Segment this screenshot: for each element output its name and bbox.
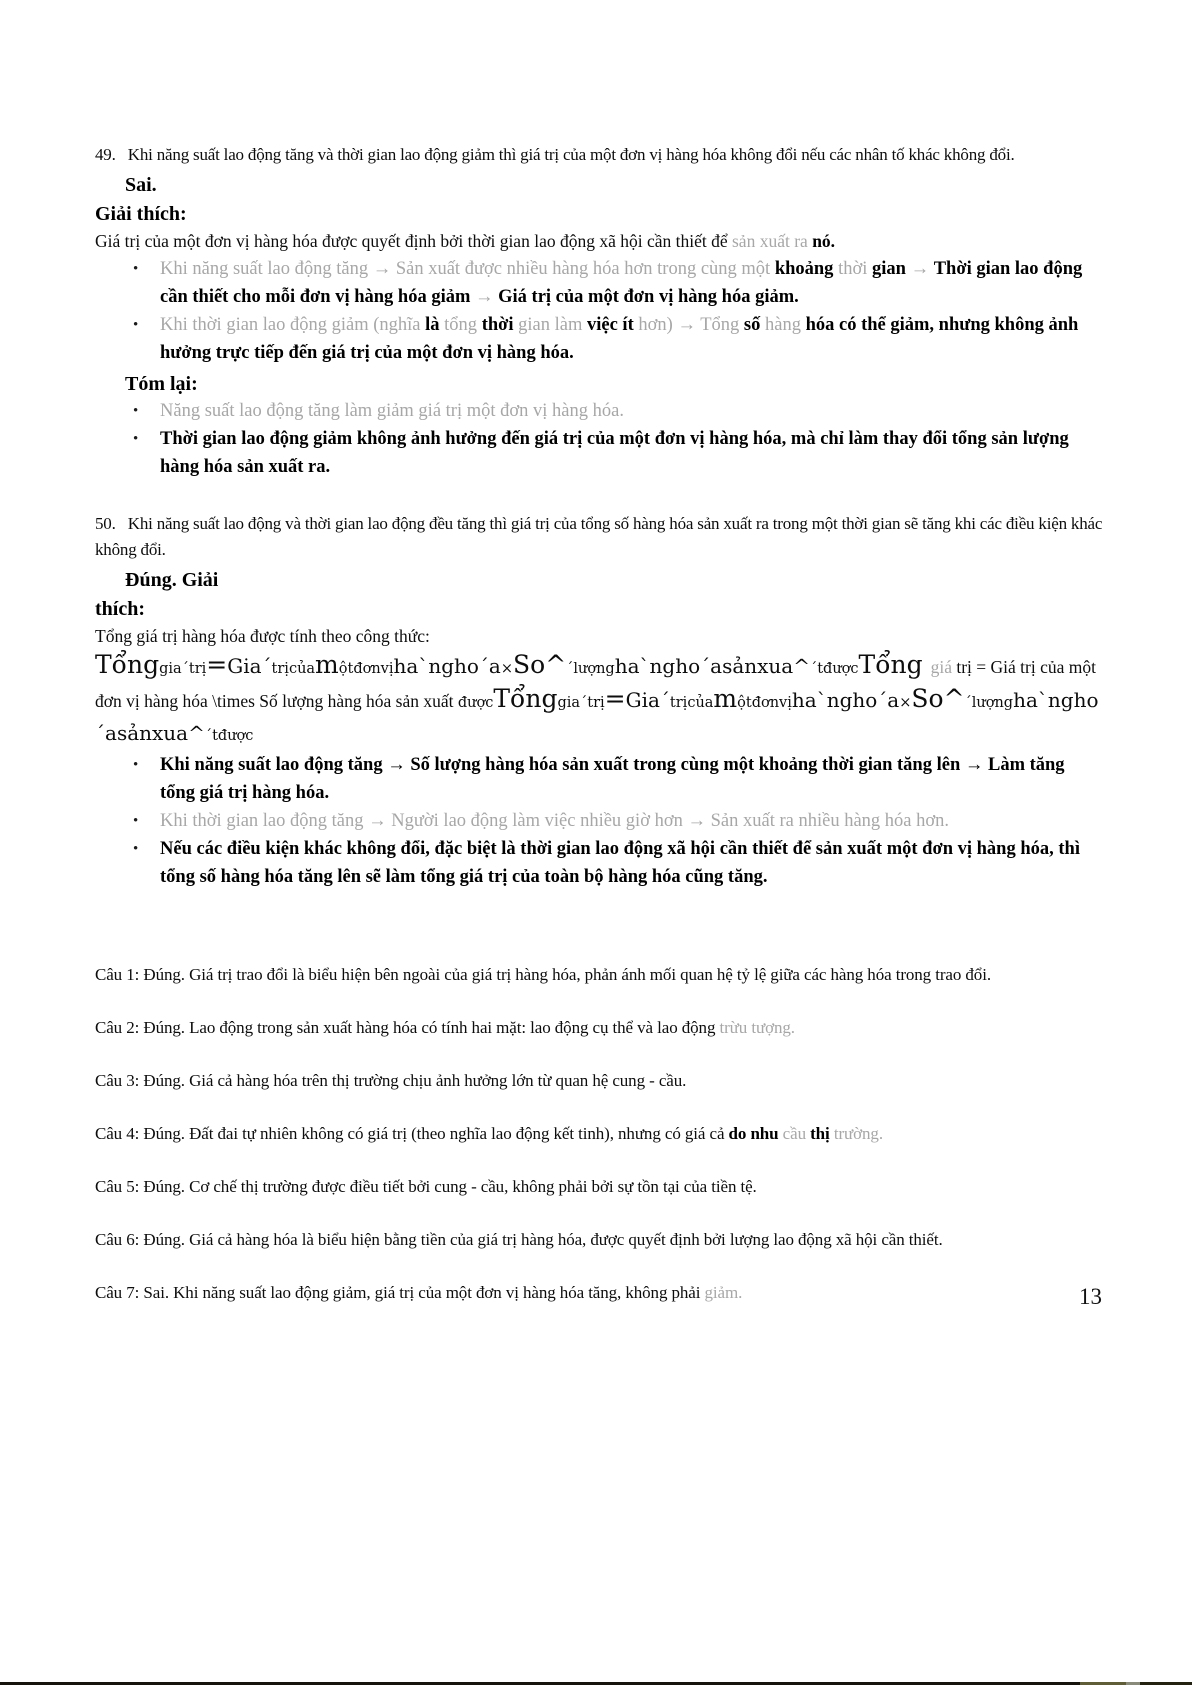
formula-intro	[95, 623, 1103, 650]
text-run: do nhu	[728, 1124, 783, 1143]
text-run: ộtđơnvị	[737, 695, 792, 711]
cau-1	[95, 961, 1103, 988]
formula	[95, 650, 1103, 751]
text-run: trị = Giá trị của một đơn vị hàng hóa \times Số lượng hàng hóa sản xuất	[95, 657, 1096, 711]
text-run: Câu 4: Đúng. Đất đai tự nhiên không có giá trị (theo nghĩa lao động kết tinh), nhưng có giá cả	[95, 1124, 729, 1143]
text-run: gia´trị	[557, 695, 605, 711]
text-run: Giá trị của một đơn vị hàng hóa giảm.	[498, 287, 799, 307]
bullet-49-2	[95, 311, 1103, 367]
text-run: →	[910, 259, 934, 279]
text-run: khoảng	[774, 259, 839, 279]
text-run: m	[713, 684, 738, 713]
bullet-marker-icon: •	[133, 841, 139, 857]
text-run: số	[743, 315, 765, 335]
text-run: ×	[899, 695, 912, 711]
text-run: Giải thích:	[95, 203, 187, 225]
heading-explain-49	[95, 200, 1103, 228]
text-run: ´tđược	[204, 728, 254, 744]
text-run: ha`ngho´a	[95, 688, 1099, 745]
text-run: cầu	[782, 1124, 811, 1143]
text-run: Đúng. Giải	[125, 569, 219, 591]
text-run: Câu 6: Đúng. Giá cả hàng hóa là biểu hiện bằng tiền của giá trị hàng hóa, được quyết định bởi lượng lao động xã hội cần thiết.	[95, 1230, 943, 1249]
text-run: được	[457, 695, 494, 711]
text-run: →	[475, 287, 499, 307]
text-run: 50. Khi năng suất lao động và thời gian lao động đều tăng thì giá trị của tổng số hàng hóa sản xuất ra trong một thời gian sẽ tăng khi các điều kiện khác không đổi.	[95, 514, 1103, 559]
explain-49-intro	[95, 228, 1103, 255]
text-run: trường.	[833, 1124, 883, 1143]
section-gap	[95, 481, 1103, 511]
text-run: Thời gian lao động cần thiết cho mỗi đơn vị hàng hóa giảm	[160, 259, 1083, 307]
bullet-marker-icon: •	[133, 317, 139, 333]
bullet-50-1	[95, 751, 1103, 807]
text-run: m	[315, 650, 339, 679]
text-run: Tổng	[493, 684, 558, 713]
cau-2	[95, 1014, 1103, 1041]
cau-4	[95, 1120, 1103, 1147]
text-run: gian	[872, 259, 911, 279]
text-run: Khi năng suất lao động tăng → Số lượng hàng hóa sản xuất trong cùng một khoảng thời gian tăng lên → Làm tăng tổng giá trị hàng hóa.	[160, 755, 1065, 803]
bullet-text	[160, 255, 1103, 311]
answer-49	[95, 172, 1103, 198]
text-run: là	[425, 315, 445, 335]
text-run: ´tđược	[809, 661, 859, 677]
text-run: Câu 7: Sai. Khi năng suất lao động giảm, giá trị của một đơn vị hàng hóa tăng, không phải	[95, 1283, 705, 1302]
page-number: 13	[1079, 1284, 1102, 1309]
bullet-text	[160, 751, 1103, 807]
text-run: thích:	[95, 598, 145, 620]
text-run: Khi thời gian lao động giảm (nghĩa	[160, 315, 426, 335]
bullet-49-1	[95, 255, 1103, 311]
text-run: Năng suất lao động tăng làm giảm giá trị một đơn vị hàng hóa.	[160, 401, 624, 421]
text-run: ´lượng	[964, 695, 1014, 711]
bullet-summary-1	[95, 397, 1103, 425]
answer-50	[95, 567, 1103, 593]
text-run: hàng	[765, 315, 806, 335]
text-run: Tổng	[95, 650, 160, 679]
cau-3	[95, 1067, 1103, 1094]
text-run: nó.	[812, 231, 836, 251]
text-run: Gia´	[625, 688, 670, 712]
text-run: =	[206, 650, 228, 679]
bullet-marker-icon: •	[133, 813, 139, 829]
text-run: thời	[838, 259, 873, 279]
text-run: việc ít	[587, 315, 639, 335]
bullet-text	[160, 807, 1103, 835]
bullet-text	[160, 397, 1103, 425]
text-run: giá	[930, 657, 957, 677]
text-run: trừu tượng.	[719, 1018, 795, 1037]
cau-6	[95, 1226, 1103, 1253]
text-run: Khi thời gian lao động tăng → Người lao động làm việc nhiều giờ hơn → Sản xuất ra nhiều hàng hóa hơn.	[160, 811, 950, 831]
text-run: trịcủa	[271, 661, 316, 677]
bullet-text	[160, 835, 1103, 891]
statement-49	[95, 142, 1103, 168]
heading-summary	[95, 371, 1103, 397]
text-run: hơn) → Tổng	[638, 315, 744, 335]
bullet-50-2	[95, 807, 1103, 835]
text-run: Tổng giá trị hàng hóa được tính theo công thức:	[95, 626, 430, 646]
cau-5	[95, 1173, 1103, 1200]
text-run: giảm.	[704, 1283, 743, 1302]
text-run: 49. Khi năng suất lao động tăng và thời gian lao động giảm thì giá trị của một đơn vị hàng hóa không đổi nếu các nhân tố khác không đổi.	[95, 145, 1015, 164]
bullet-marker-icon: •	[133, 757, 139, 773]
text-run: trịcủa	[669, 695, 714, 711]
text-run: thời	[481, 315, 519, 335]
text-run: ha`ngho´a	[393, 654, 501, 678]
text-run: ha`ngho´a	[614, 654, 723, 678]
bullet-marker-icon: •	[133, 431, 139, 447]
text-run: Gia´	[227, 654, 272, 678]
bullet-50-3	[95, 835, 1103, 891]
text-run: Câu 2: Đúng. Lao động trong sản xuất hàng hóa có tính hai mặt: lao động cụ thể và lao động	[95, 1018, 720, 1037]
text-run: Sai.	[125, 174, 157, 196]
text-run: Câu 5: Đúng. Cơ chế thị trường được điều tiết bởi cung - cầu, không phải bởi sự tồn tại của tiền tệ.	[95, 1177, 757, 1196]
text-run: =	[604, 684, 626, 713]
text-run: Tóm lại:	[125, 373, 198, 395]
text-run: ha`ngho´a	[791, 688, 900, 712]
text-run: ộtđơnvị	[338, 661, 394, 677]
text-run: ×	[500, 661, 514, 677]
text-run: So^	[911, 684, 965, 713]
statement-50	[95, 511, 1103, 563]
heading-explain-50	[95, 595, 1103, 623]
text-run: So^	[513, 650, 567, 679]
text-run: Câu 3: Đúng. Giá cả hàng hóa trên thị trường chịu ảnh hưởng lớn từ quan hệ cung - cầu.	[95, 1071, 687, 1090]
text-run: Khi năng suất lao động tăng → Sản xuất được nhiều hàng hóa hơn trong cùng một	[160, 259, 775, 279]
bullet-text	[160, 311, 1103, 367]
cau-7	[95, 1279, 1103, 1306]
text-run: Câu 1: Đúng. Giá trị trao đổi là biểu hiện bên ngoài của giá trị hàng hóa, phản ánh mối quan hệ tỷ lệ giữa các hàng hóa trong trao đổi.	[95, 965, 991, 984]
document-body	[95, 142, 1103, 1306]
text-run: Nếu các điều kiện khác không đổi, đặc biệt là thời gian lao động xã hội cần thiết để sản xuất một đơn vị hàng hóa, thì tổng số hàng hóa tăng lên sẽ làm tổng giá trị của toàn bộ hàng hóa cũng tăng.	[160, 839, 1080, 887]
bullet-marker-icon: •	[133, 261, 139, 277]
text-run: gia´trị	[159, 661, 207, 677]
text-run: thị	[810, 1124, 834, 1143]
text-run: Tổng	[858, 650, 931, 679]
bullet-text	[160, 425, 1103, 481]
bullet-summary-2	[95, 425, 1103, 481]
section-gap-large	[95, 891, 1103, 935]
text-run: hóa có thể giảm, nhưng không ảnh hưởng trực tiếp đến giá trị của một đơn vị hàng hóa.	[160, 315, 1079, 363]
text-run: Thời gian lao động giảm không ảnh hưởng đến giá trị của một đơn vị hàng hóa, mà chỉ làm thay đổi tổng sản lượng hàng hóa sản xuất ra.	[160, 429, 1069, 477]
text-run: gian làm	[518, 315, 587, 335]
bullet-marker-icon: •	[133, 403, 139, 419]
text-run: tổng	[444, 315, 482, 335]
text-run: sản xuất ra	[732, 231, 813, 251]
text-run: sảnxua^	[116, 721, 205, 745]
text-run: Giá trị của một đơn vị hàng hóa được quyết định bởi thời gian lao động xã hội cần thiết để	[95, 231, 732, 251]
text-run: sảnxua^	[722, 654, 810, 678]
text-run: ´lượng	[566, 661, 615, 677]
